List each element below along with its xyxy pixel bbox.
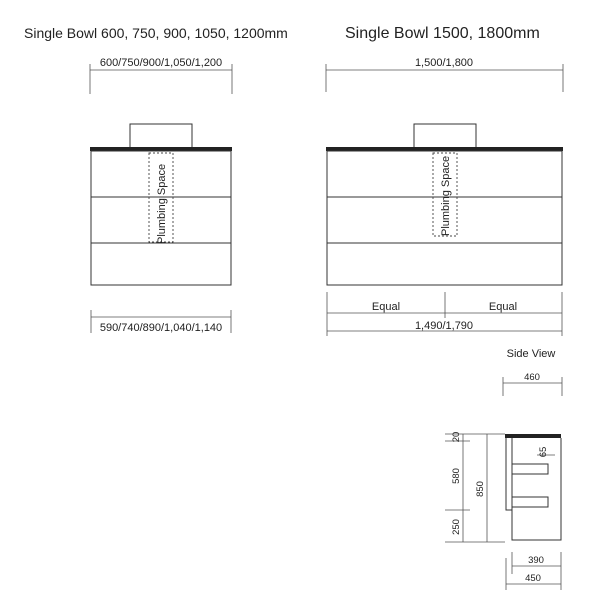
side-dim-250: 250 [451,519,462,535]
right-bottom-dim-label: 1,490/1,790 [414,320,474,332]
side-drawer-1 [512,464,548,474]
right-plumbing-label: Plumbing Space [440,155,452,236]
side-dim-460: 460 [524,372,540,383]
side-cabinet-body [506,438,561,540]
side-dim-850: 850 [475,481,486,497]
right-vanity-diagram [326,25,563,336]
side-benchtop [505,434,561,438]
side-dim-390: 390 [528,555,544,566]
left-bottom-dim-label: 590/740/890/1,040/1,140 [99,322,223,334]
side-view-diagram [445,348,562,590]
left-plumbing-label: Plumbing Space [156,163,168,244]
side-dim-20: 20 [451,431,462,443]
left-benchtop [90,147,232,151]
side-view-title: Side View [506,348,556,360]
left-tap-box [130,124,192,148]
side-dim-580: 580 [451,468,462,484]
left-top-dim-label: 600/750/900/1,050/1,200 [99,57,223,69]
left-title: Single Bowl 600, 750, 900, 1050, 1200mm [24,25,288,41]
right-title: Single Bowl 1500, 1800mm [345,25,540,42]
right-benchtop [326,147,563,151]
right-equal-left-label: Equal [371,301,401,313]
side-dim-450: 450 [525,573,541,584]
side-dim-65: 65 [538,446,549,458]
right-tap-box [414,124,476,148]
right-equal-right-label: Equal [488,301,518,313]
side-drawer-2 [512,497,548,507]
right-top-dim-label: 1,500/1,800 [414,57,474,69]
left-vanity-diagram [24,25,288,334]
